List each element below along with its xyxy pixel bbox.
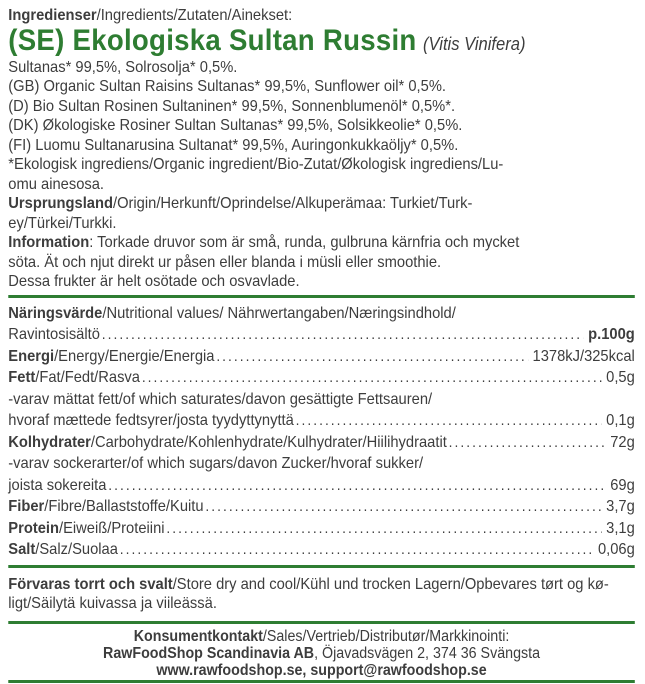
- dotted-leader: [120, 539, 594, 561]
- separator-line: [8, 295, 635, 298]
- nutrition-row-valueline: Kolhydrater /Carbohydrate/Kohlenhydrate/Kulhydrater/Hiilihydraatit ..... 72g: [8, 432, 635, 454]
- nutrition-row: [8, 367, 635, 389]
- nutrition-row-preline: -varav mättat fett/of which saturates/davon gesättigte Fettsauren/: [8, 390, 433, 408]
- dotted-leader: [296, 410, 602, 432]
- nutrition-row-valueline: Protein /Eiweiß/Proteiini ..... 3,1g: [8, 518, 635, 540]
- dotted-leader: [205, 496, 601, 518]
- dotted-leader: [142, 367, 602, 389]
- nutrition-row-valueline: Fiber /Fibre/Ballaststoffe/Kuitu ..... 3,7g: [8, 496, 635, 518]
- separator-line: [8, 565, 635, 568]
- ingredients-text-line: (DK) Økologiske Rosiner Sultan Sultanas* 99,5%, Solsikkeolie* 0,5%.: [8, 117, 463, 134]
- dotted-leader: [166, 518, 601, 540]
- nutrition-heading-rest: /Nutritional values/ Nährwertangaben/Næringsindhold/: [102, 304, 456, 322]
- product-title: [8, 23, 635, 57]
- ingredients-heading-rest: /Ingredients/Zutaten/Ainekset:: [96, 7, 293, 24]
- storage-text-line: Förvaras torrt och svalt/Store dry and cool/Kühl und trocken Lagern/Opbevares tørt og kø-: [8, 575, 609, 593]
- ingredients-text-line: söta. Ät och njut direkt ur påsen eller blanda i müsli eller smoothie.: [8, 253, 442, 271]
- nutrition-value: 3,1g: [606, 519, 635, 537]
- ingredients-text-line: *Ekologisk ingrediens/Organic ingredient/Bio-Zutat/Økologisk ingrediens/Lu-: [8, 156, 504, 173]
- nutrition-value: 69g: [610, 476, 635, 494]
- nutrition-row-valueline: Energi /Energy/Energie/Energia ..... 1378kJ/325kcal: [8, 346, 635, 368]
- storage-instructions: [8, 575, 635, 614]
- ingredients-text-line: Ursprungsland/Origin/Herkunft/Oprindelse/Alkuperämaa: Turkiet/Turk-: [8, 195, 473, 212]
- contact-address: [8, 645, 635, 662]
- product-title-text: (SE) Ekologiska Sultan Russin: [8, 23, 417, 57]
- nutrition-row: [8, 453, 635, 496]
- contact-section: [8, 628, 635, 679]
- nutrition-value: 3,7g: [606, 498, 635, 515]
- separator-line: [8, 680, 635, 683]
- nutrition-row: [8, 346, 635, 368]
- nutrition-per-100g-value: p.100g: [588, 326, 635, 343]
- dotted-leader: [108, 475, 605, 497]
- ingredients-text-line: omu ainesosa.: [8, 175, 105, 193]
- nutrition-row: [8, 496, 635, 518]
- ingredients-text-block: [8, 58, 635, 292]
- dotted-leader: [216, 346, 528, 368]
- ingredients-text-line: Dessa frukter är helt osötade och osvavlade.: [8, 273, 300, 290]
- nutrition-value: 0,5g: [606, 369, 635, 386]
- contact-heading-bold: Konsumentkontakt: [133, 627, 263, 645]
- nutrition-section: [8, 303, 635, 561]
- nutrition-row-valueline: Salt /Salz/Suolaa ..... 0,06g: [8, 539, 635, 561]
- contact-company: RawFoodShop Scandinavia AB: [103, 644, 315, 662]
- nutrition-row-preline: -varav sockerarter/of which sugars/davon Zucker/hvoraf sukker/: [8, 455, 424, 472]
- latin-name: (Vitis Vinifera): [423, 33, 526, 54]
- dotted-leader: [449, 432, 606, 454]
- nutrition-row: [8, 432, 635, 454]
- nutrition-value: 0,1g: [606, 412, 635, 429]
- nutrition-value: 1378kJ/325kcal: [532, 347, 635, 365]
- separator-line: [8, 621, 635, 624]
- nutrition-heading: [8, 303, 635, 325]
- nutrition-heading-bold: Näringsvärde: [8, 304, 103, 322]
- ingredients-text-line: Information: Torkade druvor som är små, runda, gulbruna kärnfria och mycket: [8, 234, 520, 251]
- ingredients-text-line: (FI) Luomu Sultanarusina Sultanat* 99,5%, Auringonkukkaöljy* 0,5%.: [8, 136, 459, 154]
- nutrition-per-100g-row: [8, 324, 635, 346]
- nutrition-row-valueline: Fett /Fat/Fedt/Rasva ..... 0,5g: [8, 367, 635, 389]
- ingredients-text-line: Sultanas* 99,5%, Solrosolja* 0,5%.: [8, 58, 238, 76]
- nutrition-row: [8, 539, 635, 561]
- ingredients-text-line: ey/Türkei/Turkki.: [8, 214, 117, 232]
- contact-heading-rest: /Sales/Vertrieb/Distributør/Markkinointi:: [262, 627, 510, 645]
- contact-heading: [8, 628, 635, 645]
- nutrition-value: 0,06g: [597, 541, 635, 558]
- ingredients-heading-bold: Ingredienser: [8, 7, 97, 24]
- nutrition-row-valueline: joista sokereita ..... 69g: [8, 475, 635, 497]
- dotted-leader: [102, 324, 584, 346]
- nutrition-row: [8, 389, 635, 432]
- storage-text-line: ligt/Säilytä kuivassa ja viileässä.: [8, 595, 217, 612]
- nutrition-row: [8, 518, 635, 540]
- ingredients-text-line: (D) Bio Sultan Rosinen Sultaninen* 99,5%, Sonnenblumenöl* 0,5%*.: [8, 97, 456, 115]
- contact-web-email: www.rawfoodshop.se, support@rawfoodshop.se: [156, 661, 487, 679]
- nutrition-per-100g-label: Ravintosisältö: [8, 326, 100, 343]
- ingredients-text-line: (GB) Organic Sultan Raisins Sultanas* 99,5%, Sunflower oil* 0,5%.: [8, 78, 447, 95]
- nutrition-value: 72g: [610, 433, 635, 451]
- nutrition-rows: [8, 346, 635, 561]
- contact-address-rest: , Öjavadsvägen 2, 374 36 Svängsta: [314, 644, 541, 662]
- nutrition-row-valueline: hvoraf mættede fedtsyrer/josta tyydyttynyttä ..... 0,1g: [8, 410, 635, 432]
